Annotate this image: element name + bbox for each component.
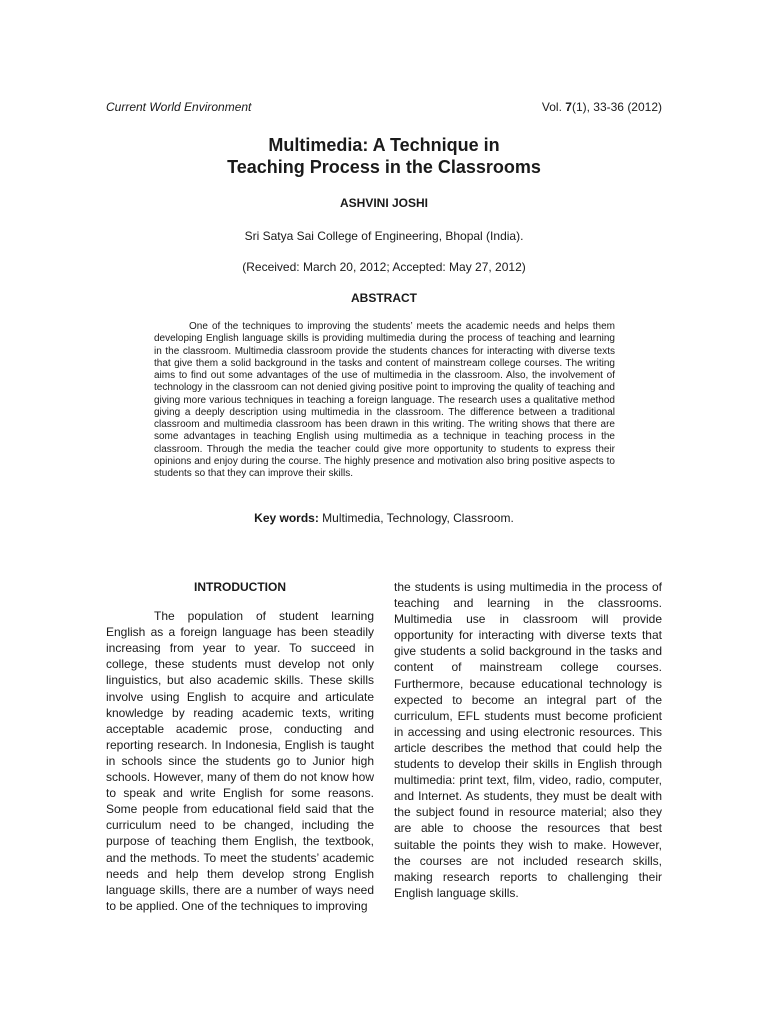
introduction-heading: INTRODUCTION: [194, 580, 286, 594]
author-name: ASHVINI JOSHI: [339, 196, 429, 210]
paper-title: [106, 134, 662, 178]
keywords-value: Multimedia, Technology, Classroom.: [318, 511, 514, 525]
title-line-2: Teaching Process in the Classrooms: [227, 157, 541, 177]
introduction-paragraph-left: The population of student learning English as a foreign language has been steadily increasing from year to year. To succeed in college, these students must develop not only linguistics, but also academic skills. These skills involve using English to acquire and articulate knowledge by reading academic texts, writing acceptable academic prose, conducting and reporting research. In Indonesia, English is taught in schools since the students go to Junior high schools. However, many of them do not know how to speak and write English for some reasons. Some people from educational field said that the curriculum need to be changed, including the purpose of teaching them English, the textbook, and the methods. To meet the students’ academic needs and help them develop strong English language skills, there are a number of ways need to be applied. One of the techniques to improving: [106, 609, 374, 913]
abstract-text: One of the techniques to improving the students’ meets the academic needs and helps them developing English language skills is providing multimedia during the process of teaching and learning in the classroom. Multimedia classroom provide the students chances for interacting with diverse texts that give them a solid background in the tasks and content of mainstream college courses. The writing aims to find out some advantages of the use of multimedia in the classroom. Also, the involvement of technology in the classroom can not denied giving positive point to improving the quality of teaching and giving more various techniques in teaching a foreign language. The research uses a qualitative method giving a deeply description using multimedia in the classroom. The difference between a traditional classroom and multimedia classroom has been drawn in this writing. The writing shows that there are some advantages in teaching English using multimedia as a technique in teaching process in the classroom. Through the media the teacher could give more opportunity to students to express their opinions and enjoy during the course. The highly presence and motivation also bring positive aspects to students so that they can improve their skills.: [154, 321, 615, 479]
body-column-left: [106, 579, 374, 914]
keywords: [106, 511, 662, 525]
author-affiliation: Sri Satya Sai College of Engineering, Bhopal (India).: [244, 229, 524, 243]
body-column-right: [394, 579, 662, 901]
volume-number: 7: [565, 100, 572, 114]
volume-prefix: Vol.: [541, 100, 566, 114]
journal-name: Current World Environment: [106, 100, 252, 114]
volume-issue-pages: (1), 33-36 (2012): [571, 100, 662, 114]
volume-info: [542, 100, 662, 114]
received-accepted-dates: (Received: March 20, 2012; Accepted: May 27, 2012): [242, 260, 526, 274]
introduction-paragraph-right: the students is using multimedia in the process of teaching and learning in the classrooms. Multimedia use in classroom will provide opportunity for interacting with diverse texts that give students a solid background in the tasks and content of mainstream college courses. Furthermore, because educational technology is expected to become an integral part of the curriculum, EFL students must become proficient in accessing and using electronic resources. This article describes the method that could help the students to develop their skills in English through multimedia: print text, film, video, radio, computer, and Internet. As students, they must be dealt with the subject found in resource material; also they are able to choose the resources that best suitable the points they wish to make. However, the courses are not included research skills, making research reports to challenging their English language skills.: [394, 580, 662, 900]
abstract-heading: ABSTRACT: [351, 291, 417, 305]
keywords-label: Key words:: [254, 511, 319, 525]
title-line-1: Multimedia: A Technique in: [268, 135, 500, 155]
